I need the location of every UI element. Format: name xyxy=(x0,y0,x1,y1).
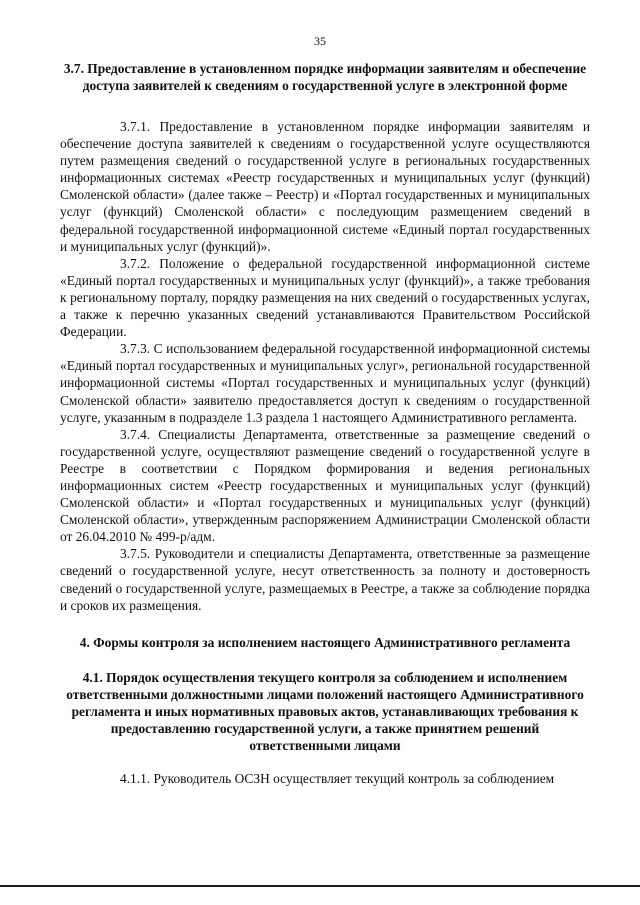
paragraph-3-7-2: 3.7.2. Положение о федеральной государственной информационной системе «Единый портал государственных и муниципальных услуг (функций)», а также требования к региональному порталу, порядку размещения на них сведений о государственных услугах, а также к перечню указанных сведений устанавливаются Правительством Российской Федерации. xyxy=(60,255,590,340)
section-3-7-heading: 3.7. Предоставление в установленном порядке информации заявителям и обеспечение доступа заявителей к сведениям о государственной услуге в электронной форме xyxy=(63,61,587,93)
document-body xyxy=(60,60,590,787)
paragraph-3-7-1: 3.7.1. Предоставление в установленном порядке информации заявителям и обеспечение доступа заявителей к сведениям о государственной услуге осуществляются путем размещения сведений о государственной услуге в региональных государственных информационных системах «Реестр государственных и муниципальных услуг (функций) Смоленской области» (далее также – Реестр) и «Портал государственных и муниципальных услуг (функций) Смоленской области» с последующим размещением сведений в федеральной государственной информационной системе «Единый портал государственных и муниципальных услуг (функций)». xyxy=(60,119,590,254)
section-4-heading: 4. Формы контроля за исполнением настоящего Административного регламента xyxy=(79,634,571,650)
section-4-1-heading: 4.1. Порядок осуществления текущего контроля за соблюдением и исполнением ответственными должностными лицами положений настоящего Административного регламента и иных нормативных правовых актов, устанавливающих требования к предоставлению государственной услуги, а также принятием решений ответственными лицами xyxy=(66,669,584,753)
paragraph-3-7-3: 3.7.3. С использованием федеральной государственной информационной системы «Единый портал государственных и муниципальных услуг», региональной государственной информационной системы «Портал государственных и муниципальных услуг (функций) Смоленской области» заявителю предоставляется доступ к сведениям о государственной услуге, указанным в подразделе 1.3 раздела 1 настоящего Административного регламента. xyxy=(60,341,590,425)
paragraph-3-7-4: 3.7.4. Специалисты Департамента, ответственные за размещение сведений о государственной услуге, осуществляют размещение сведений о государственной услуге в Реестре в соответствии с Порядком формирования и ведения региональных информационных систем «Реестр государственных и муниципальных услуг (функций) Смоленской области» и «Портал государственных и муниципальных услуг (функций) Смоленской области», утвержденным распоряжением Администрации Смоленской области от 26.04.2010 № 499-р/адм. xyxy=(60,426,590,545)
paragraph-3-7-5: 3.7.5. Руководители и специалисты Департамента, ответственные за размещение сведений о государственной услуге, несут ответственность за полноту и достоверность сведений о государственной услуге, размещаемых в Реестре, а также за соблюдение порядка и сроков их размещения. xyxy=(60,546,590,613)
paragraph-4-1-1: 4.1.1. Руководитель ОСЗН осуществляет текущий контроль за соблюдением xyxy=(120,770,555,786)
bottom-divider xyxy=(0,885,640,887)
page-number: 35 xyxy=(314,34,326,48)
